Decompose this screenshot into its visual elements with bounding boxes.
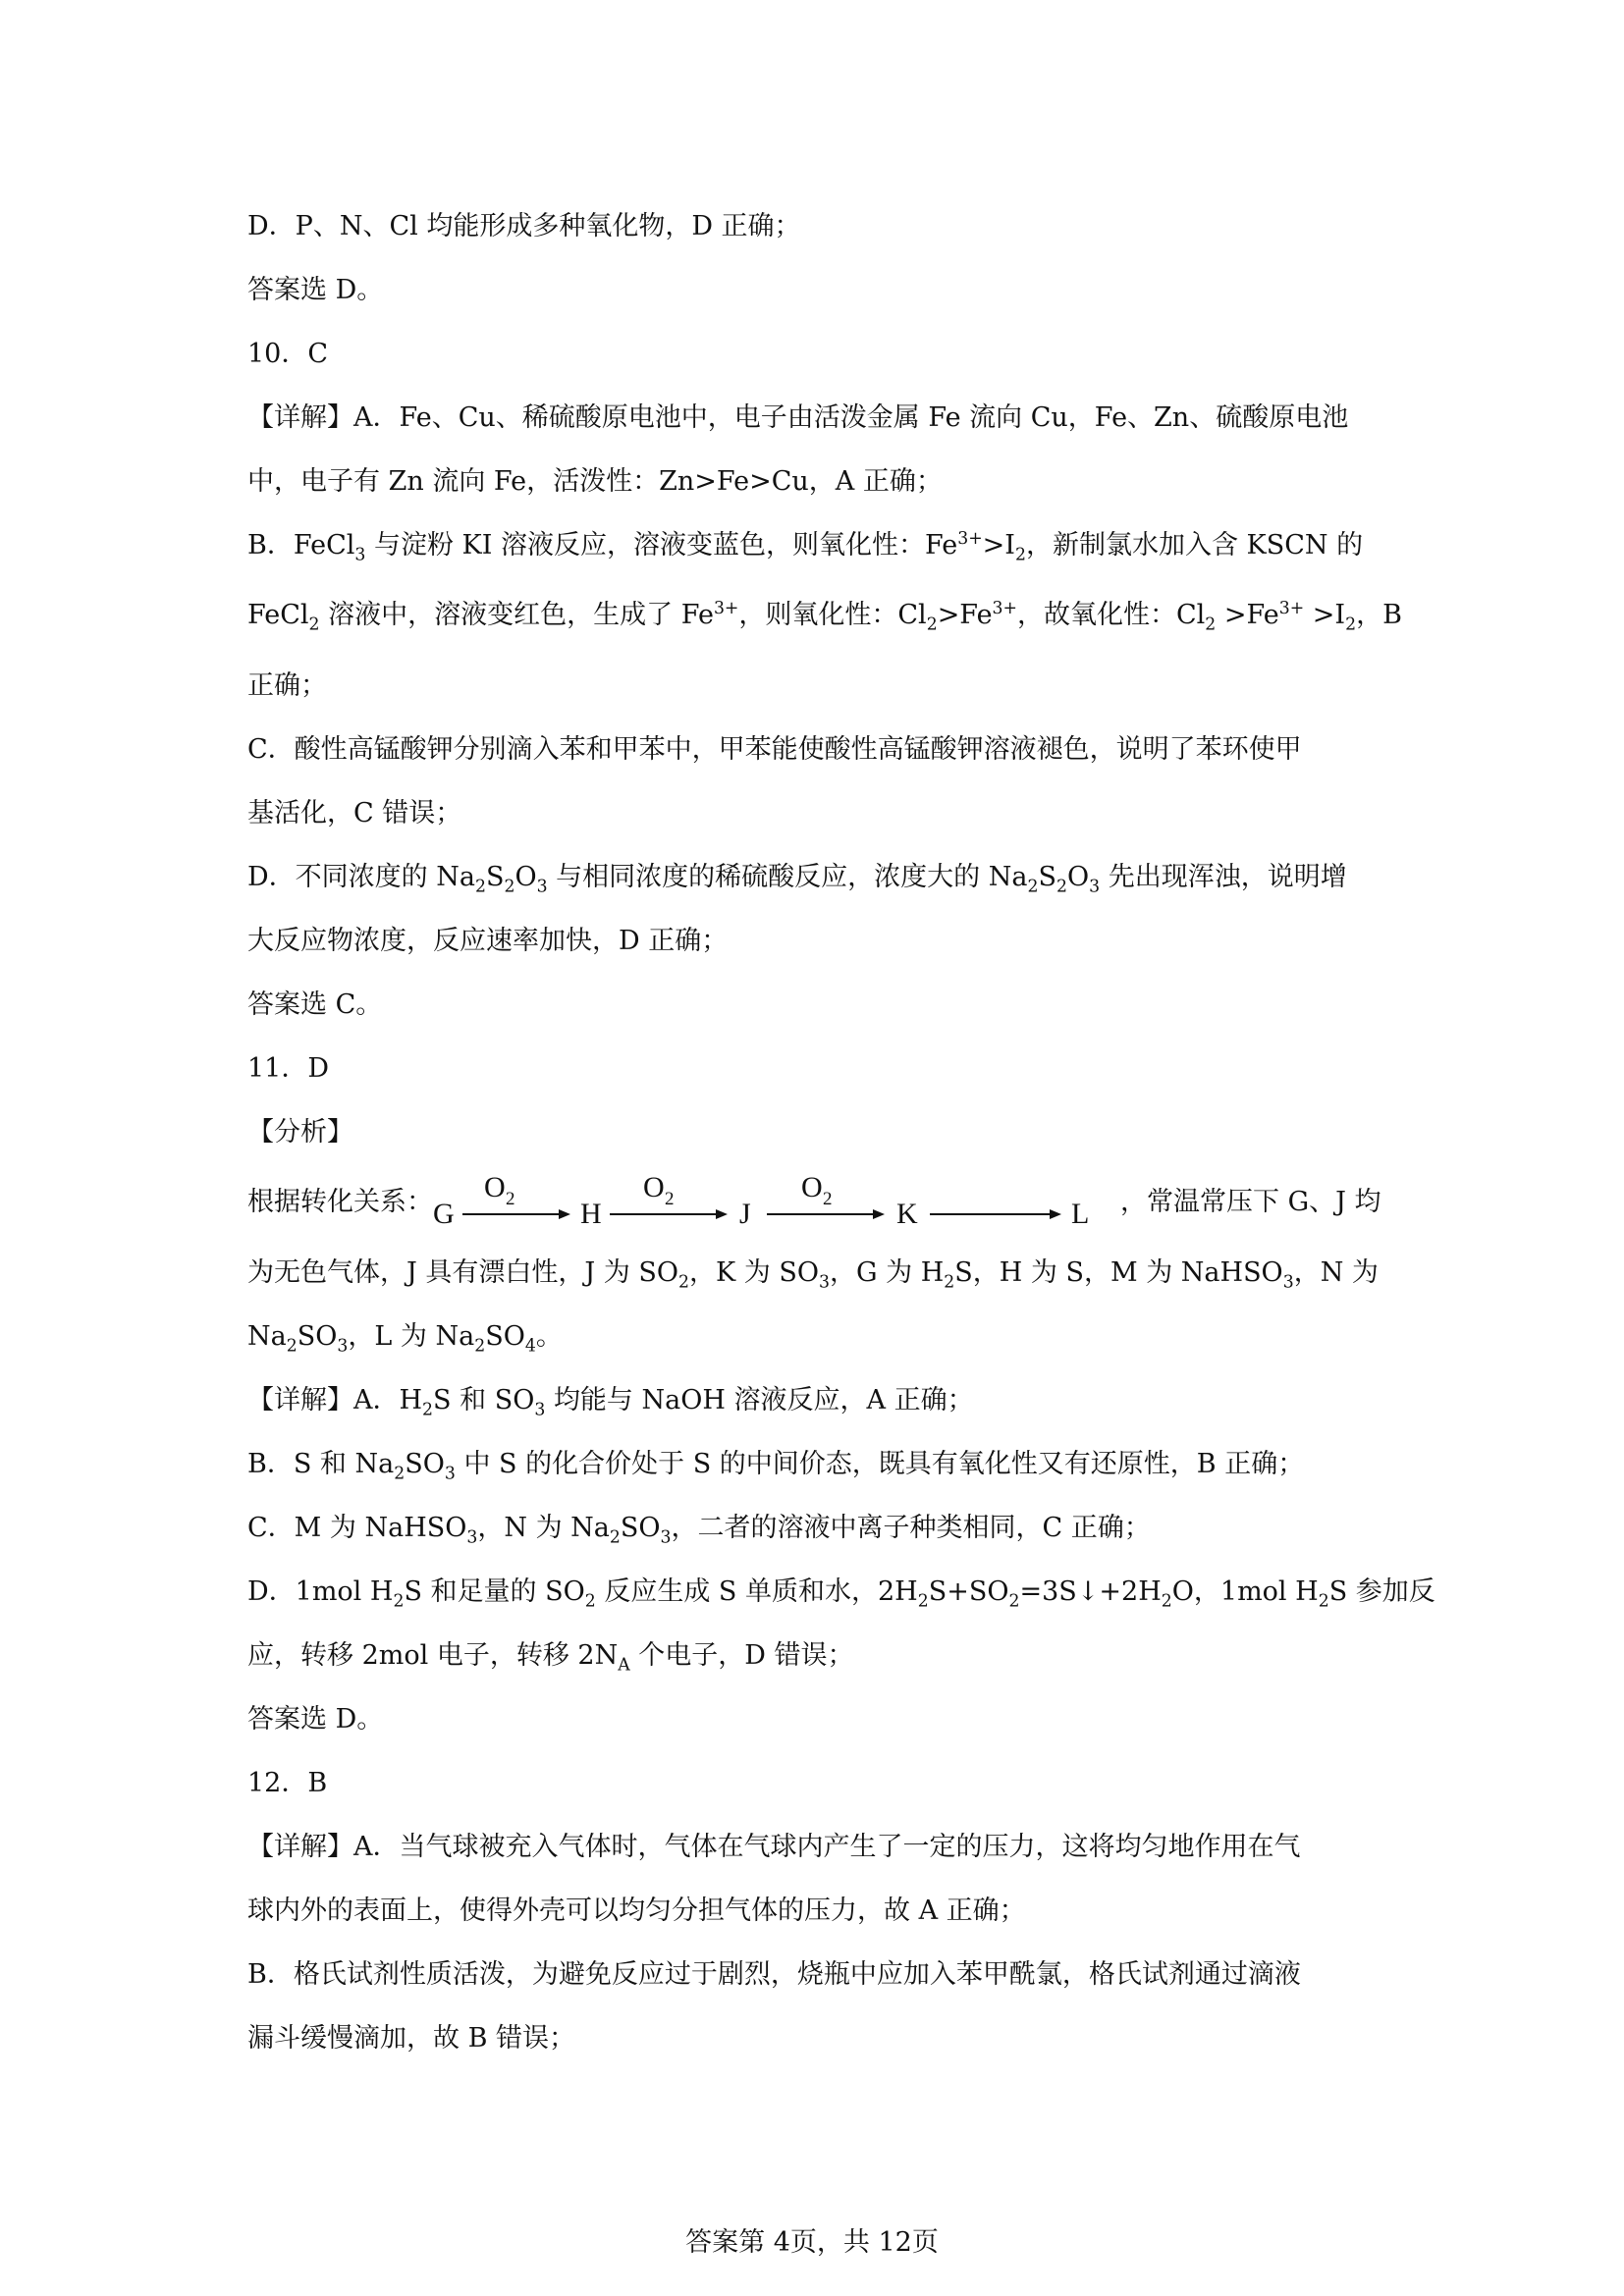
text-line: 答案选 C。 [247, 989, 383, 1020]
text-line: 答案选 D。 [247, 1704, 384, 1735]
text-line: $Na_2SO_3$，L 为 $Na_2SO_4$。 [247, 1321, 563, 1357]
label-o2-2: O [643, 1170, 665, 1203]
page-footer [0, 2220, 1624, 2259]
text-line: 答案选 D。 [247, 275, 384, 305]
document-body [247, 194, 1435, 2070]
text-line: 基活化，C 错误； [247, 798, 462, 828]
text-line: 大反应物浓度，反应速率加快，D 正确； [247, 926, 729, 956]
reaction-scheme [433, 1169, 1120, 1238]
label-o2-1: O [484, 1170, 506, 1203]
label-o2-3-sub: 2 [823, 1188, 833, 1209]
question-number: 11．D [247, 1053, 330, 1084]
text-line: C．酸性高锰酸钾分别滴入苯和甲苯中，甲苯能使酸性高锰酸钾溶液褪色，说明了苯环使甲 [247, 734, 1302, 765]
text-line: D．P、N、Cl 均能形成多种氧化物，D 正确； [247, 211, 801, 241]
text-line: 应，转移 2mol 电子，转移 $2N_A$ 个电子，D 错误； [247, 1640, 854, 1676]
text-line: 中，电子有 Zn 流向 Fe，活泼性：Zn>Fe>Cu，A 正确； [247, 466, 943, 497]
text-line: B．格氏试剂性质活泼，为避免反应过于剧烈，烧瓶中应加入苯甲酰氯，格氏试剂通过滴液 [247, 1959, 1301, 1990]
label-o2-2-sub: 2 [665, 1188, 675, 1209]
text-line: 球内外的表面上，使得外壳可以均匀分担气体的压力，故 A 正确； [247, 1896, 1026, 1926]
species-j: J [739, 1197, 751, 1230]
text-line: C．M 为 NaHSO$_3$，N 为 $Na_2SO_3$，二者的溶液中离子种类相同，C 正确； [247, 1513, 1151, 1548]
text-line: 【详解】A．Fe、Cu、稀硫酸原电池中，电子由活泼金属 Fe 流向 Cu，Fe、Zn、硫酸原电池 [247, 402, 1349, 433]
page-number: 答案第 4页，共 12页 [685, 2227, 939, 2258]
text-line: B．FeCl$_3$ 与淀粉 KI 溶液反应，溶液变蓝色，则氧化性：$Fe^{3+}>I_2$，新制氯水加入含 KSCN 的 [247, 529, 1364, 565]
text-line: FeCl$_2$ 溶液中，溶液变红色，生成了 $Fe^{3+}$，则氧化性：$Cl_2>Fe^{3+}$，故氧化性：$Cl_2 >Fe^{3+} >I_2$，B [247, 599, 1402, 635]
question-number: 12．B [247, 1768, 328, 1798]
question-number: 10．C [247, 339, 329, 369]
species-k: K [896, 1197, 918, 1230]
text-line: 【详解】A．$H_2S$ 和 $SO_3$ 均能与 NaOH 溶液反应，A 正确； [247, 1385, 974, 1420]
label-o2-3: O [801, 1170, 823, 1203]
text-line: 【详解】A．当气球被充入气体时，气体在气球内产生了一定的压力，这将均匀地作用在气 [247, 1832, 1301, 1862]
text-line: D．不同浓度的 $Na_2S_2O_3$ 与相同浓度的稀硫酸反应，浓度大的 $Na_2S_2O_3$ 先出现浑浊，说明增 [247, 862, 1347, 897]
label-o2-1-sub: 2 [506, 1188, 515, 1209]
text-line: B．S 和 $Na_2SO_3$ 中 S 的化合价处于 S 的中间价态，既具有氧化性又有还原性，B 正确； [247, 1449, 1305, 1484]
species-h: H [580, 1197, 602, 1230]
species-g: G [433, 1197, 455, 1230]
text-line: 漏斗缓慢滴加，故 B 错误； [247, 2023, 576, 2054]
species-l: L [1071, 1197, 1090, 1230]
text-line: 正确； [247, 670, 327, 701]
text-line: D．1mol $H_2S$ 和足量的 $SO_2$ 反应生成 S 单质和水，$2H_2S+SO_2=3S↓+2H_2O$，1mol $H_2S$ 参加反 [247, 1576, 1435, 1612]
section-heading: 【分析】 [247, 1117, 353, 1148]
text-line: 为无色气体，J 具有漂白性，J 为 $SO_2$，K 为 $SO_3$，G 为 $H_2S$，H 为 S，M 为 NaHSO$_3$，N 为 [247, 1257, 1379, 1293]
text-line: 根据转化关系： G O 2 H O 2 J O 2 K L ，常温常压下 G、J 均 [247, 1164, 1386, 1241]
